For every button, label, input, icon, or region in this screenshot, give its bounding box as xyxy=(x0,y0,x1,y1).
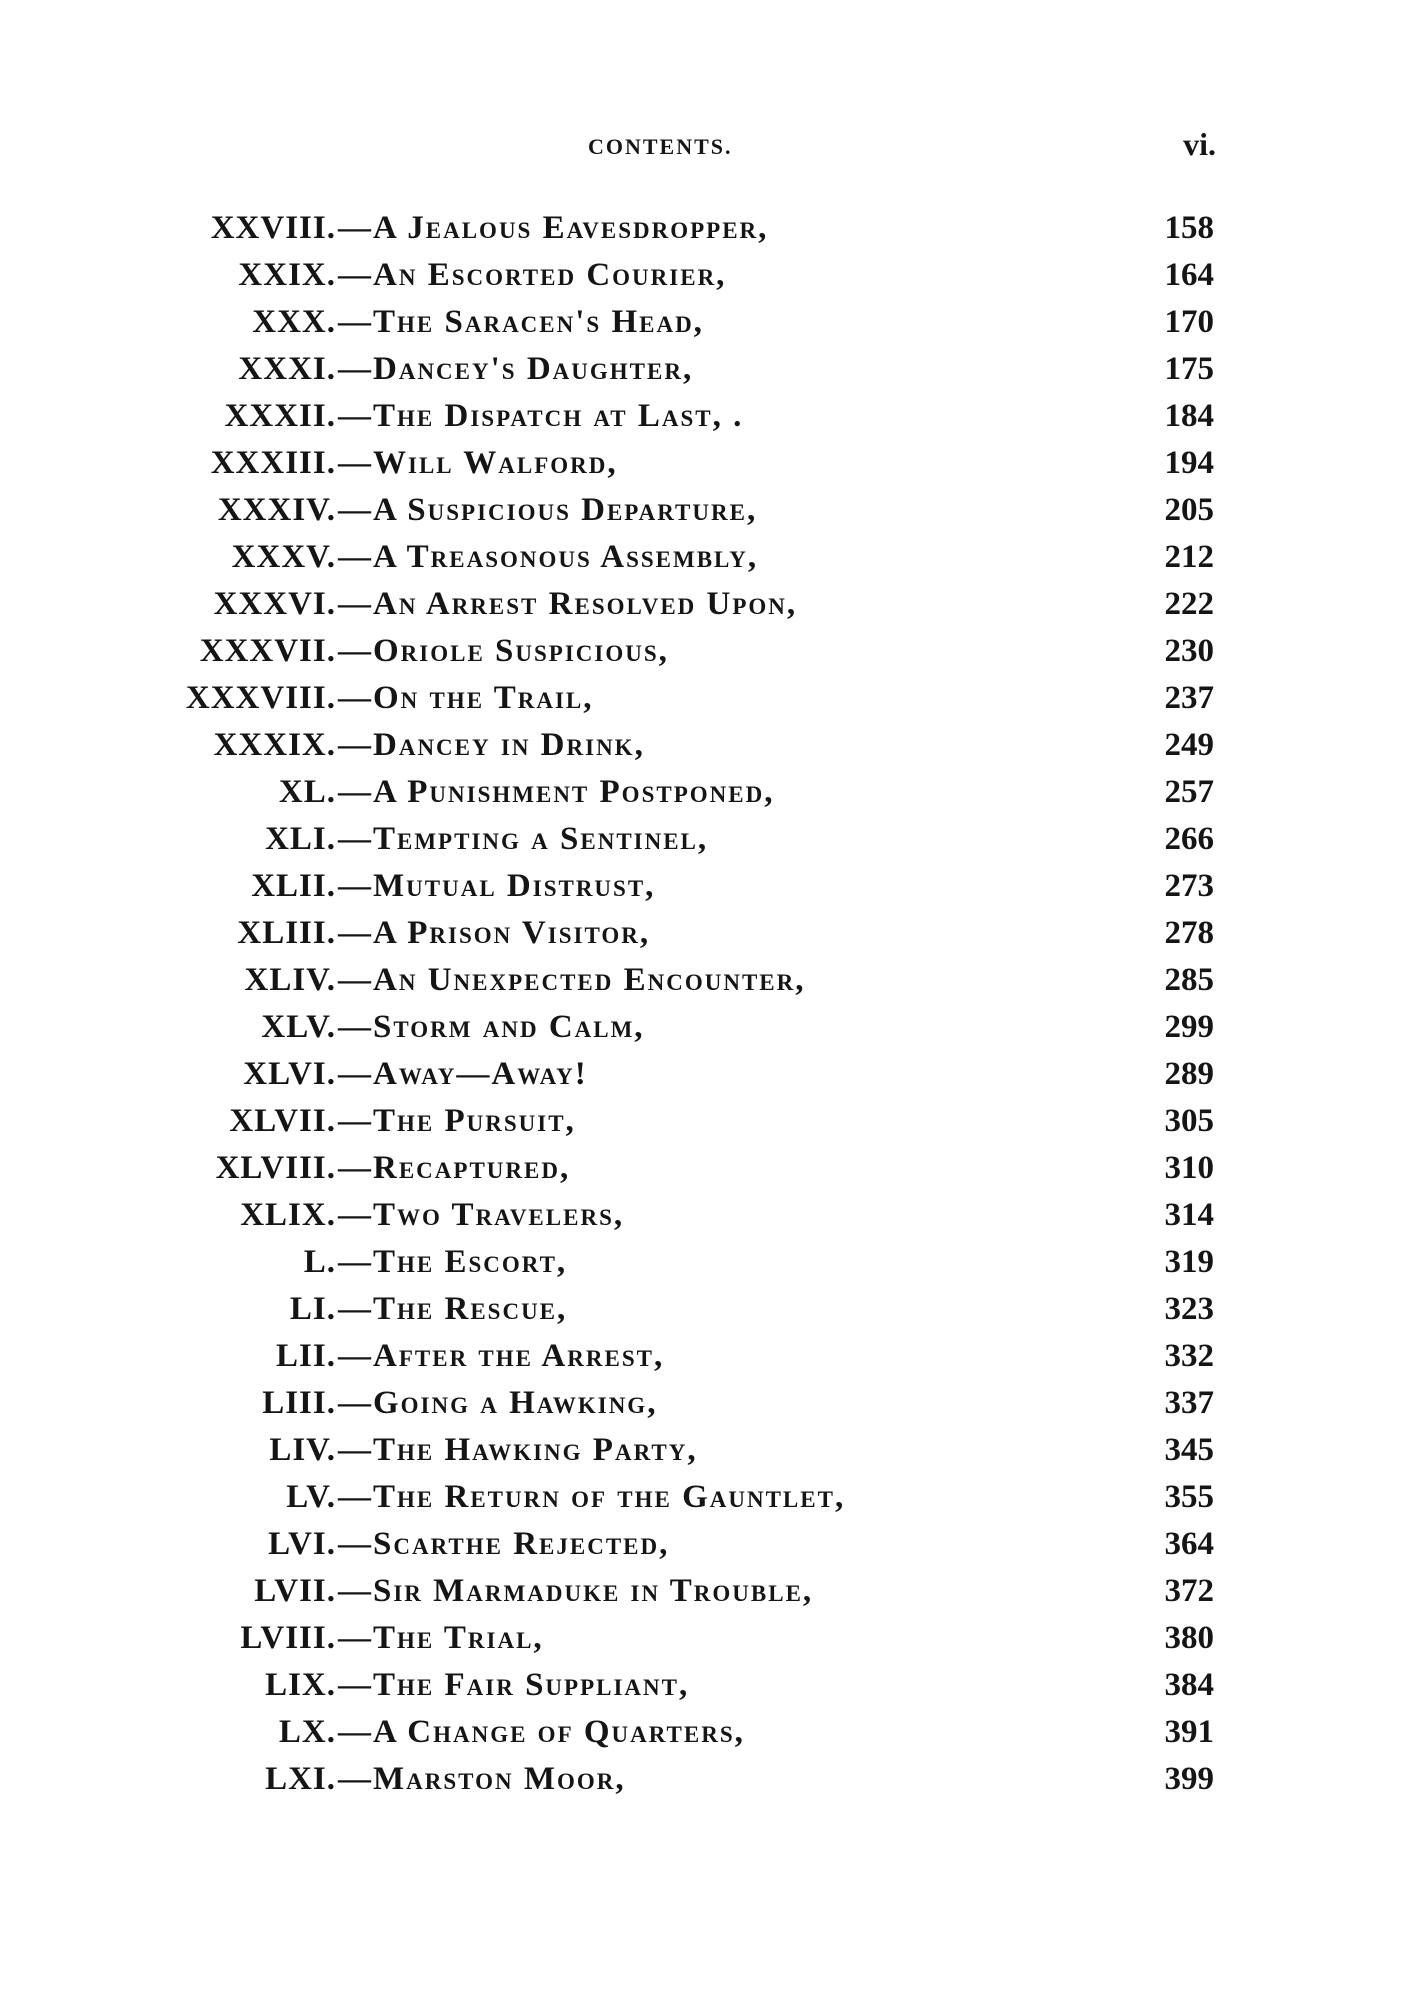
chapter-title: —After the Arrest, xyxy=(338,1338,665,1374)
chapter-numeral: XXIX. xyxy=(238,257,336,293)
chapter-page: 289 xyxy=(1164,1056,1214,1092)
chapter-page: 323 xyxy=(1164,1291,1214,1327)
chapter-numeral: XXXVII. xyxy=(199,633,336,669)
toc-entry xyxy=(0,769,1404,816)
chapter-page: 222 xyxy=(1164,586,1214,622)
chapter-page: 257 xyxy=(1164,774,1214,810)
chapter-numeral: LI. xyxy=(289,1291,336,1327)
chapter-page: 314 xyxy=(1164,1197,1214,1233)
chapter-numeral: LIII. xyxy=(262,1385,336,1421)
chapter-page: 164 xyxy=(1164,257,1214,293)
chapter-page: 285 xyxy=(1164,962,1214,998)
contents-heading: CONTENTS. xyxy=(588,134,733,159)
chapter-title: —The Rescue, xyxy=(338,1291,568,1327)
chapter-title: —The Trial, xyxy=(338,1620,544,1656)
chapter-numeral: XXXII. xyxy=(224,398,336,434)
chapter-numeral: XXXIV. xyxy=(217,492,336,528)
chapter-numeral: LVII. xyxy=(254,1573,336,1609)
chapter-numeral: LIX. xyxy=(265,1667,336,1703)
chapter-page: 355 xyxy=(1164,1479,1214,1515)
chapter-numeral: XXXVIII. xyxy=(185,680,336,716)
chapter-numeral: XXVIII. xyxy=(210,210,336,246)
chapter-title: —Recaptured, xyxy=(338,1150,571,1186)
chapter-page: 384 xyxy=(1164,1667,1214,1703)
chapter-page: 205 xyxy=(1164,492,1214,528)
chapter-page: 184 xyxy=(1164,398,1214,434)
toc-entry xyxy=(0,1098,1404,1145)
toc-entry xyxy=(0,1474,1404,1521)
chapter-page: 364 xyxy=(1164,1526,1214,1562)
toc-entry xyxy=(0,1756,1404,1803)
chapter-title: —An Unexpected Encounter, xyxy=(338,962,806,998)
chapter-numeral: XXXIII. xyxy=(210,445,336,481)
chapter-page: 337 xyxy=(1164,1385,1214,1421)
chapter-page: 237 xyxy=(1164,680,1214,716)
chapter-title: —A Suspicious Departure, xyxy=(338,492,758,528)
chapter-title: —A Treasonous Assembly, xyxy=(338,539,759,575)
chapter-title: —Will Walford, xyxy=(338,445,618,481)
chapter-numeral: L. xyxy=(303,1244,336,1280)
chapter-title: —An Escorted Courier, xyxy=(338,257,727,293)
chapter-title: —Marston Moor, xyxy=(338,1761,626,1797)
chapter-title: —An Arrest Resolved Upon, xyxy=(338,586,798,622)
chapter-title: —Dancey's Daughter, xyxy=(338,351,694,387)
chapter-page: 305 xyxy=(1164,1103,1214,1139)
toc-entry xyxy=(0,534,1404,581)
chapter-title: —Away—Away! xyxy=(338,1056,588,1092)
chapter-numeral: XLVI. xyxy=(243,1056,336,1092)
chapter-title: —Oriole Suspicious, xyxy=(338,633,669,669)
chapter-numeral: LX. xyxy=(278,1714,336,1750)
page-number: vi. xyxy=(1183,126,1216,162)
toc-entry xyxy=(0,1286,1404,1333)
toc-entry xyxy=(0,1333,1404,1380)
chapter-numeral: XXXI. xyxy=(238,351,336,387)
toc-entry xyxy=(0,1427,1404,1474)
chapter-title: —The Return of the Gauntlet, xyxy=(338,1479,846,1515)
chapter-page: 345 xyxy=(1164,1432,1214,1468)
chapter-page: 249 xyxy=(1164,727,1214,763)
chapter-title: —A Prison Visitor, xyxy=(338,915,651,951)
chapter-numeral: XLI. xyxy=(265,821,336,857)
chapter-title: —Dancey in Drink, xyxy=(338,727,645,763)
chapter-page: 278 xyxy=(1164,915,1214,951)
toc-entry xyxy=(0,816,1404,863)
chapter-numeral: XXXVI. xyxy=(213,586,336,622)
chapter-numeral: XLIX. xyxy=(240,1197,336,1233)
chapter-title: —The Fair Suppliant, xyxy=(338,1667,690,1703)
chapter-numeral: XXX. xyxy=(252,304,336,340)
chapter-numeral: LIV. xyxy=(269,1432,336,1468)
chapter-page: 175 xyxy=(1164,351,1214,387)
chapter-page: 273 xyxy=(1164,868,1214,904)
chapter-title: —Storm and Calm, xyxy=(338,1009,645,1045)
toc-entry xyxy=(0,1239,1404,1286)
toc-entry xyxy=(0,1521,1404,1568)
toc-entry xyxy=(0,581,1404,628)
chapter-page: 332 xyxy=(1164,1338,1214,1374)
toc-entry xyxy=(0,675,1404,722)
chapter-numeral: XLVII. xyxy=(229,1103,336,1139)
chapter-page: 194 xyxy=(1164,445,1214,481)
toc-entry xyxy=(0,1051,1404,1098)
chapter-page: 380 xyxy=(1164,1620,1214,1656)
toc-entry xyxy=(0,1192,1404,1239)
chapter-title: —Sir Marmaduke in Trouble, xyxy=(338,1573,814,1609)
toc-entry xyxy=(0,863,1404,910)
chapter-title: —A Change of Quarters, xyxy=(338,1714,745,1750)
chapter-page: 230 xyxy=(1164,633,1214,669)
chapter-numeral: LII. xyxy=(276,1338,336,1374)
chapter-title: —Tempting a Sentinel, xyxy=(338,821,709,857)
toc-entry xyxy=(0,1145,1404,1192)
chapter-numeral: LVIII. xyxy=(240,1620,336,1656)
chapter-title: —Going a Hawking, xyxy=(338,1385,658,1421)
toc-entry xyxy=(0,487,1404,534)
chapter-page: 212 xyxy=(1164,539,1214,575)
toc-entry xyxy=(0,440,1404,487)
toc-entry xyxy=(0,910,1404,957)
chapter-title: —The Pursuit, xyxy=(338,1103,576,1139)
chapter-title: —The Escort, xyxy=(338,1244,568,1280)
chapter-page: 372 xyxy=(1164,1573,1214,1609)
chapter-page: 170 xyxy=(1164,304,1214,340)
table-of-contents xyxy=(0,205,1404,1803)
chapter-numeral: LV. xyxy=(286,1479,336,1515)
toc-entry xyxy=(0,722,1404,769)
chapter-title: —A Punishment Postponed, xyxy=(338,774,775,810)
chapter-page: 158 xyxy=(1164,210,1214,246)
chapter-title: —The Saracen's Head, xyxy=(338,304,704,340)
chapter-page: 266 xyxy=(1164,821,1214,857)
page-header xyxy=(0,126,1404,170)
chapter-numeral: XLVIII. xyxy=(215,1150,336,1186)
toc-entry xyxy=(0,299,1404,346)
chapter-title: —A Jealous Eavesdropper, xyxy=(338,210,769,246)
chapter-numeral: LXI. xyxy=(265,1761,336,1797)
toc-entry xyxy=(0,1662,1404,1709)
toc-entry xyxy=(0,628,1404,675)
toc-entry xyxy=(0,1380,1404,1427)
toc-entry xyxy=(0,252,1404,299)
chapter-numeral: XXXIX. xyxy=(213,727,336,763)
chapter-page: 299 xyxy=(1164,1009,1214,1045)
chapter-numeral: XLIII. xyxy=(237,915,336,951)
toc-entry xyxy=(0,1568,1404,1615)
chapter-title: —The Dispatch at Last, . xyxy=(338,398,744,434)
chapter-numeral: XL. xyxy=(278,774,336,810)
chapter-numeral: XLII. xyxy=(251,868,336,904)
chapter-page: 399 xyxy=(1164,1761,1214,1797)
chapter-page: 319 xyxy=(1164,1244,1214,1280)
toc-entry xyxy=(0,346,1404,393)
toc-entry xyxy=(0,1709,1404,1756)
toc-entry xyxy=(0,1615,1404,1662)
chapter-title: —Two Travelers, xyxy=(338,1197,625,1233)
chapter-numeral: XLIV. xyxy=(244,962,336,998)
toc-entry xyxy=(0,205,1404,252)
chapter-numeral: LVI. xyxy=(268,1526,336,1562)
chapter-title: —Mutual Distrust, xyxy=(338,868,656,904)
chapter-numeral: XXXV. xyxy=(231,539,336,575)
toc-entry xyxy=(0,957,1404,1004)
chapter-title: —On the Trail, xyxy=(338,680,594,716)
chapter-title: —Scarthe Rejected, xyxy=(338,1526,670,1562)
chapter-numeral: XLV. xyxy=(261,1009,336,1045)
chapter-page: 391 xyxy=(1164,1714,1214,1750)
chapter-page: 310 xyxy=(1164,1150,1214,1186)
toc-entry xyxy=(0,393,1404,440)
chapter-title: —The Hawking Party, xyxy=(338,1432,698,1468)
toc-entry xyxy=(0,1004,1404,1051)
